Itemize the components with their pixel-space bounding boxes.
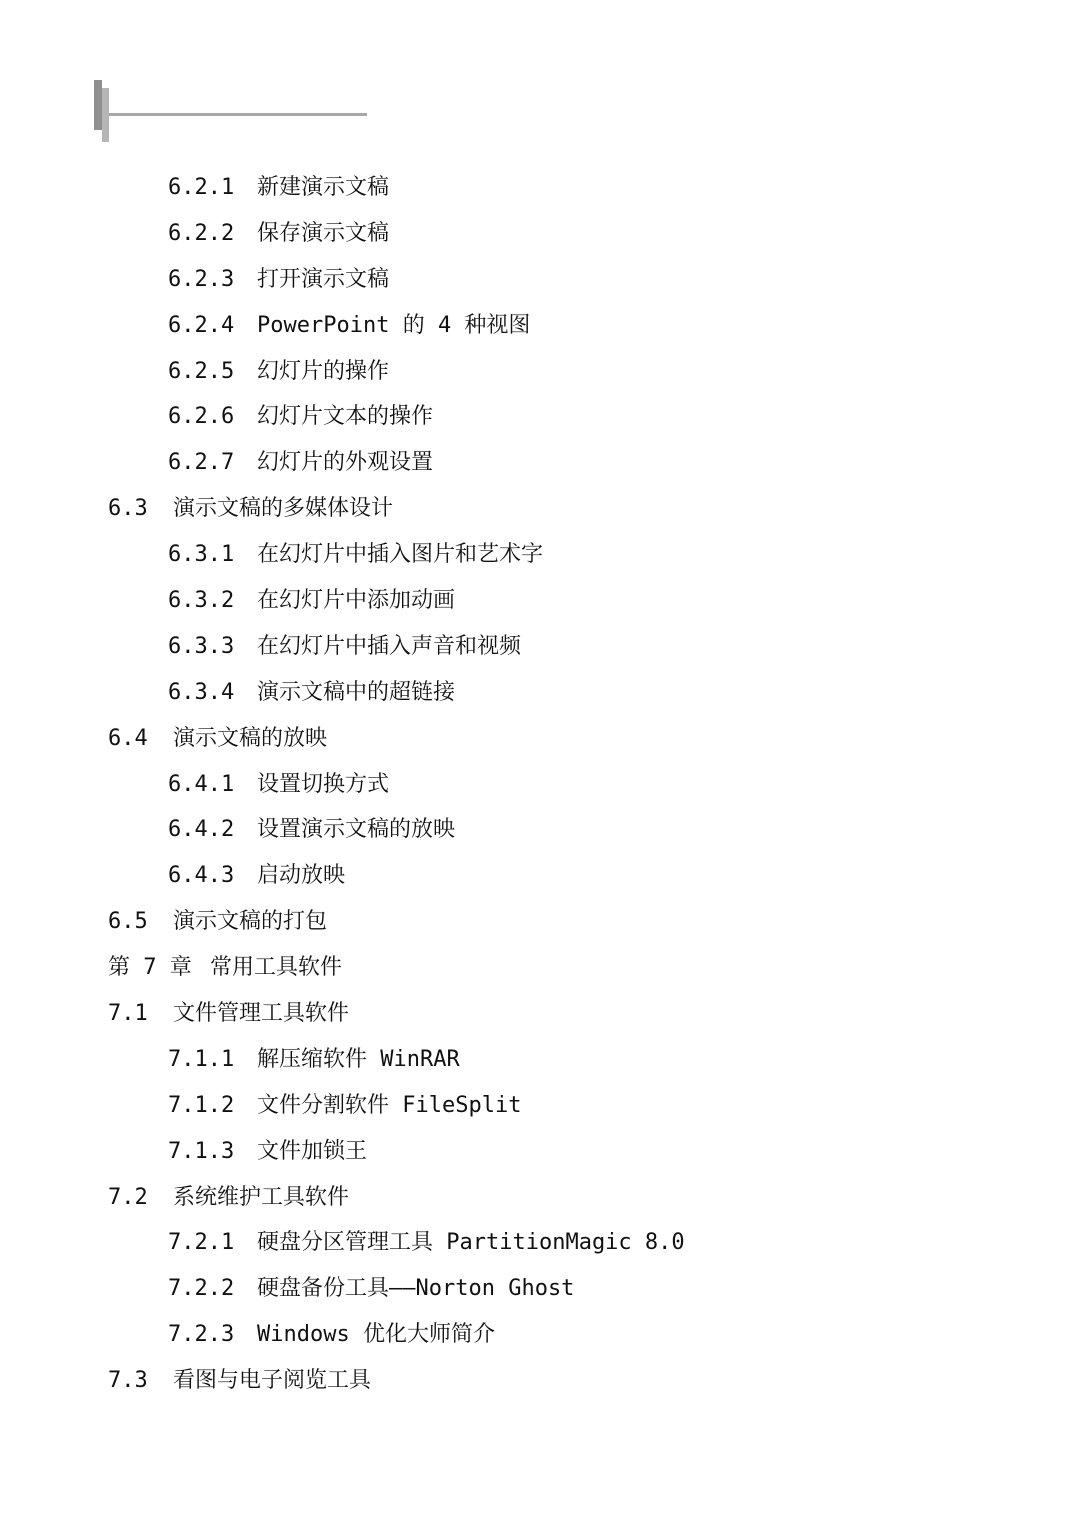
toc-entry-title: 硬盘分区管理工具 PartitionMagic 8.0 (257, 1230, 685, 1256)
toc-entry-number: 6.2.2 (168, 220, 235, 246)
toc-section-title: 系统维护工具软件 (173, 1184, 350, 1210)
toc-entry-title: 幻灯片的外观设置 (257, 450, 434, 476)
toc-entry[interactable] (0, 165, 1087, 211)
toc-section[interactable] (0, 1175, 1087, 1221)
toc-entry-title: 幻灯片的操作 (257, 358, 390, 384)
toc-entry-title: 在幻灯片中插入图片和艺术字 (257, 542, 544, 568)
toc-entry-number: 7.1.2 (168, 1092, 235, 1118)
toc-section[interactable] (0, 1358, 1087, 1404)
toc-section[interactable] (0, 486, 1087, 532)
toc-entry[interactable] (0, 624, 1087, 670)
toc-entry-title: 幻灯片文本的操作 (257, 404, 434, 430)
toc-entry[interactable] (0, 211, 1087, 257)
toc-entry[interactable] (0, 394, 1087, 440)
toc-entry[interactable] (0, 853, 1087, 899)
toc-section-number: 6.4 (108, 725, 148, 751)
toc-entry[interactable] (0, 257, 1087, 303)
toc-entry-title: 设置切换方式 (257, 771, 390, 797)
toc-chapter-title: 常用工具软件 (210, 955, 343, 981)
toc-section-number: 6.5 (108, 909, 148, 935)
toc-entry-number: 7.2.3 (168, 1322, 235, 1348)
toc-entry-number: 7.1.1 (168, 1046, 235, 1072)
toc-entry-number: 7.1.3 (168, 1138, 235, 1164)
toc-entry[interactable] (0, 1129, 1087, 1175)
toc-entry-number: 6.4.3 (168, 863, 235, 889)
toc-entry[interactable] (0, 1083, 1087, 1129)
toc-section-number: 7.1 (108, 1001, 148, 1027)
toc-entry[interactable] (0, 303, 1087, 349)
toc-entry-number: 6.3.2 (168, 588, 235, 614)
toc-entry-title: 新建演示文稿 (257, 175, 390, 200)
toc-entry-title: 打开演示文稿 (257, 266, 390, 292)
toc-entry-number: 6.2.3 (168, 266, 235, 292)
toc-chapter[interactable] (0, 945, 1087, 991)
toc-entry-number: 7.2.1 (168, 1230, 235, 1256)
toc-entry-title: 演示文稿中的超链接 (257, 679, 456, 705)
toc-entry-number: 7.2.2 (168, 1276, 235, 1302)
toc-entry-number: 6.2.4 (168, 312, 235, 338)
toc-entry-number: 6.3.4 (168, 679, 235, 705)
toc-entry[interactable] (0, 1266, 1087, 1312)
corner-bar-light (102, 88, 109, 142)
toc-entry-title: Windows 优化大师简介 (257, 1322, 495, 1348)
toc-entry-number: 6.2.7 (168, 450, 235, 476)
toc-section-title: 看图与电子阅览工具 (173, 1368, 372, 1394)
toc-section[interactable] (0, 716, 1087, 762)
toc-entry-number: 6.2.5 (168, 358, 235, 384)
toc-section[interactable] (0, 991, 1087, 1037)
toc-entry-title: 文件分割软件 FileSplit (257, 1092, 522, 1118)
header-rule (109, 113, 367, 116)
toc-entry-number: 6.2.1 (168, 175, 235, 200)
toc-section-title: 演示文稿的多媒体设计 (173, 496, 394, 522)
toc-entry-title: 硬盘备份工具——Norton Ghost (257, 1276, 575, 1302)
toc-section-title: 演示文稿的放映 (173, 725, 328, 751)
toc-section-number: 7.2 (108, 1184, 148, 1210)
page-corner-mark (94, 80, 374, 144)
table-of-contents (0, 165, 1087, 1404)
toc-entry-number: 6.2.6 (168, 404, 235, 430)
toc-entry[interactable] (0, 532, 1087, 578)
toc-entry[interactable] (0, 1312, 1087, 1358)
toc-entry[interactable] (0, 440, 1087, 486)
toc-entry-title: 解压缩软件 WinRAR (257, 1046, 460, 1072)
toc-section[interactable] (0, 899, 1087, 945)
toc-entry[interactable] (0, 1037, 1087, 1083)
toc-chapter-number: 第 7 章 (108, 955, 192, 981)
toc-section-title: 文件管理工具软件 (173, 1001, 350, 1027)
toc-entry-title: 在幻灯片中添加动画 (257, 588, 456, 614)
toc-entry-title: 保存演示文稿 (257, 220, 390, 246)
toc-entry-title: 在幻灯片中插入声音和视频 (257, 633, 522, 659)
toc-section-number: 6.3 (108, 496, 148, 522)
toc-entry-title: 启动放映 (257, 863, 346, 889)
toc-entry-title: 文件加锁王 (257, 1138, 368, 1164)
toc-entry-number: 6.4.2 (168, 817, 235, 843)
toc-section-title: 演示文稿的打包 (173, 909, 328, 935)
toc-entry[interactable] (0, 670, 1087, 716)
toc-entry[interactable] (0, 1220, 1087, 1266)
toc-entry[interactable] (0, 807, 1087, 853)
toc-entry-title: 设置演示文稿的放映 (257, 817, 456, 843)
toc-entry[interactable] (0, 578, 1087, 624)
corner-bar-dark (94, 80, 102, 130)
toc-entry-number: 6.3.3 (168, 633, 235, 659)
toc-entry[interactable] (0, 349, 1087, 395)
toc-entry-number: 6.4.1 (168, 771, 235, 797)
toc-entry-number: 6.3.1 (168, 542, 235, 568)
toc-entry-title: PowerPoint 的 4 种视图 (257, 312, 531, 338)
toc-entry[interactable] (0, 762, 1087, 808)
toc-section-number: 7.3 (108, 1368, 148, 1394)
